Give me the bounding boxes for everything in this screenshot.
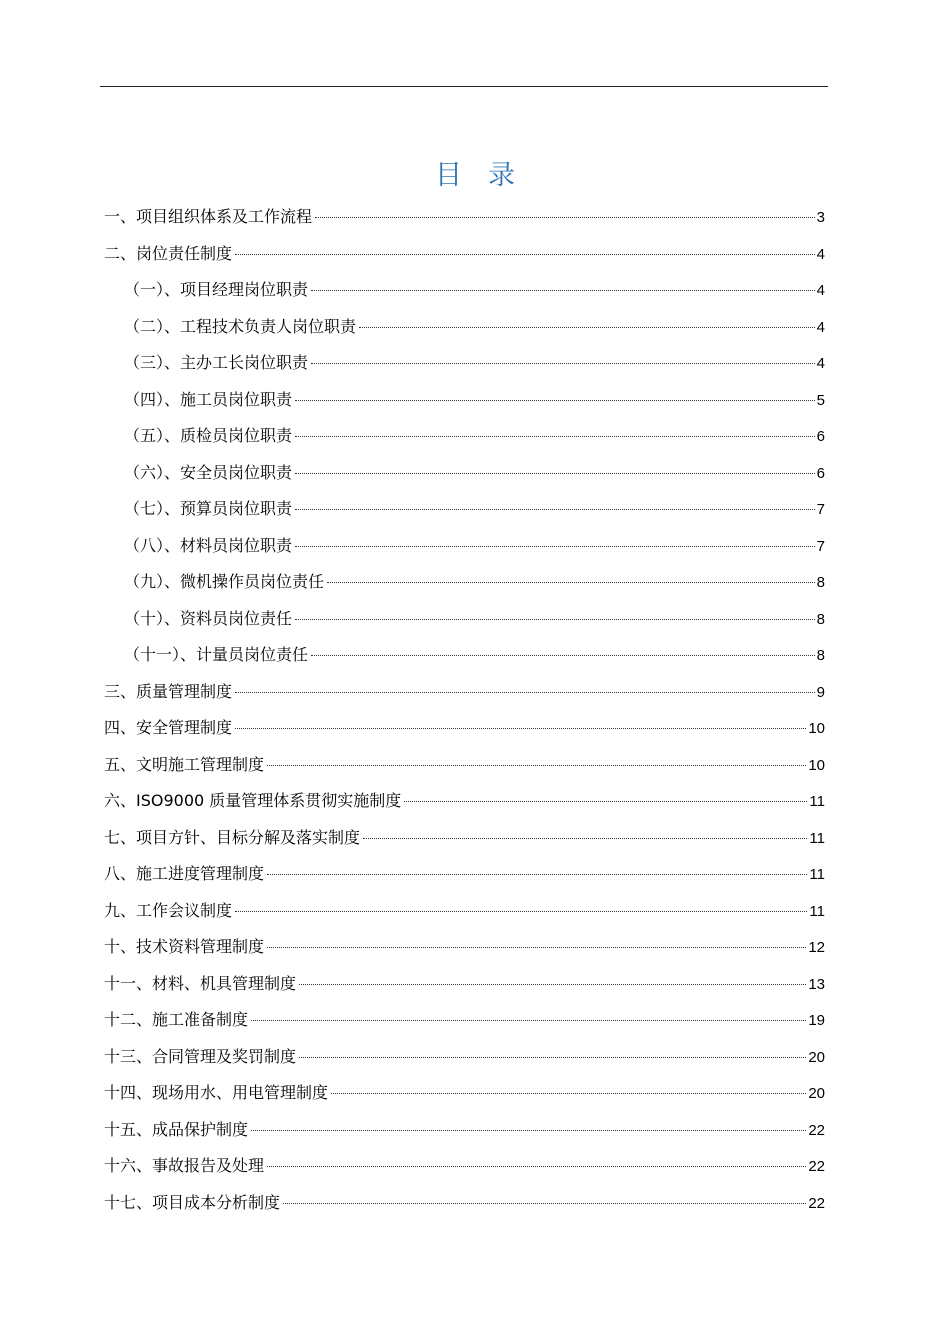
toc-entry[interactable] <box>104 893 825 930</box>
toc-leader-dots <box>331 1093 806 1094</box>
toc-entry-label: （二）、工程技术负责人岗位职责 <box>124 316 357 336</box>
toc-entry[interactable] <box>104 1185 825 1222</box>
toc-entry-label: 十四、现场用水、用电管理制度 <box>104 1083 329 1102</box>
toc-entry-label: （九）、微机操作员岗位责任 <box>124 572 325 591</box>
toc-entry[interactable] <box>104 856 825 893</box>
toc-entry-label: 十五、成品保护制度 <box>104 1119 249 1139</box>
toc-leader-dots <box>295 546 815 547</box>
toc-entry-page-number: 11 <box>809 793 825 810</box>
toc-entry[interactable] <box>104 783 825 820</box>
toc-entry-page-number: 20 <box>808 1048 825 1066</box>
toc-leader-dots <box>251 1130 806 1131</box>
toc-entry-page-number: 11 <box>809 866 825 883</box>
toc-leader-dots <box>235 692 815 693</box>
toc-entry-label: 一、项目组织体系及工作流程 <box>104 207 313 226</box>
toc-entry-label: 十六、事故报告及处理 <box>104 1156 265 1175</box>
toc-entry-label: 四、安全管理制度 <box>104 718 233 737</box>
toc-entry[interactable] <box>104 418 825 455</box>
toc-leader-dots <box>283 1203 806 1204</box>
toc-entry-page-number: 8 <box>816 574 825 591</box>
toc-leader-dots <box>235 254 815 255</box>
toc-leader-dots <box>295 619 815 620</box>
toc-entry-page-number: 22 <box>808 1158 825 1175</box>
toc-entry-label: 十三、合同管理及奖罚制度 <box>104 1046 297 1066</box>
toc-leader-dots <box>251 1020 806 1021</box>
toc-entry-page-number: 9 <box>816 683 825 701</box>
toc-entry[interactable] <box>104 236 825 273</box>
toc-entry[interactable] <box>104 1148 825 1185</box>
toc-entry-page-number: 8 <box>816 610 825 628</box>
toc-leader-dots <box>315 217 815 218</box>
toc-entry[interactable] <box>104 637 825 674</box>
toc-leader-dots <box>235 728 806 729</box>
toc-leader-dots <box>363 838 807 839</box>
toc-entry[interactable] <box>104 345 825 382</box>
header-rule <box>100 86 828 87</box>
toc-entry[interactable] <box>104 747 825 784</box>
toc-entry-label: 五、文明施工管理制度 <box>104 754 265 774</box>
toc-entry[interactable] <box>104 564 825 601</box>
toc-entry-page-number: 6 <box>816 428 825 445</box>
toc-entry-label: 八、施工进度管理制度 <box>104 864 265 883</box>
toc-leader-dots <box>299 1057 806 1058</box>
toc-entry-page-number: 5 <box>816 391 825 409</box>
toc-entry-page-number: 4 <box>816 355 825 372</box>
toc-leader-dots <box>359 327 815 328</box>
toc-entry-label: （十一）、计量员岗位责任 <box>124 645 309 664</box>
toc-entry-page-number: 7 <box>816 501 825 518</box>
toc-entry[interactable] <box>104 820 825 857</box>
toc-entry-page-number: 20 <box>808 1085 825 1102</box>
toc-entry-label: （一）、项目经理岗位职责 <box>124 280 309 299</box>
toc-entry-label: （七）、预算员岗位职责 <box>124 499 293 518</box>
toc-leader-dots <box>295 436 815 437</box>
toc-leader-dots <box>267 947 806 948</box>
toc-title: 目录 <box>435 160 541 191</box>
toc-entry[interactable] <box>104 710 825 747</box>
toc-leader-dots <box>404 801 807 802</box>
toc-leader-dots <box>295 473 815 474</box>
toc-entry-label: （三）、主办工长岗位职责 <box>124 353 309 372</box>
toc-leader-dots <box>327 582 815 583</box>
toc-entry-page-number: 4 <box>816 245 825 263</box>
toc-entry-label: （十）、资料员岗位责任 <box>124 608 293 628</box>
toc-entry[interactable] <box>104 309 825 346</box>
toc-leader-dots <box>299 984 806 985</box>
toc-entry[interactable] <box>104 1075 825 1112</box>
toc-entry[interactable] <box>104 528 825 565</box>
toc-leader-dots <box>311 290 815 291</box>
toc-entry-page-number: 11 <box>809 902 825 920</box>
toc-entry-label: （八）、材料员岗位职责 <box>124 535 293 555</box>
toc-entry-label: 二、岗位责任制度 <box>104 243 233 263</box>
toc-entry-label: （五）、质检员岗位职责 <box>124 426 293 445</box>
toc-entry-page-number: 19 <box>808 1012 825 1029</box>
toc-entry[interactable] <box>104 1002 825 1039</box>
toc-entry-page-number: 12 <box>808 939 825 956</box>
toc-entry-label: 七、项目方针、目标分解及落实制度 <box>104 827 361 847</box>
toc-leader-dots <box>267 1166 806 1167</box>
toc-entry-page-number: 11 <box>809 829 825 847</box>
toc-leader-dots <box>311 363 815 364</box>
toc-entry-page-number: 10 <box>808 756 825 774</box>
toc-entry-page-number: 8 <box>816 647 825 664</box>
toc-entry[interactable] <box>104 674 825 711</box>
toc-entry-label: 十、技术资料管理制度 <box>104 937 265 956</box>
toc-entry-label: 十一、材料、机具管理制度 <box>104 973 297 993</box>
toc-entry-page-number: 22 <box>808 1194 825 1212</box>
toc-entry[interactable] <box>104 929 825 966</box>
toc-entry[interactable] <box>104 491 825 528</box>
toc-entry-page-number: 3 <box>816 209 825 226</box>
toc-leader-dots <box>311 655 815 656</box>
toc-entry[interactable] <box>104 966 825 1003</box>
toc-entry[interactable] <box>104 199 825 236</box>
toc-entry-page-number: 22 <box>808 1121 825 1139</box>
toc-entry[interactable] <box>104 382 825 419</box>
toc-entry[interactable] <box>104 1112 825 1149</box>
toc-entry-page-number: 6 <box>816 464 825 482</box>
toc-entry-label: 十七、项目成本分析制度 <box>104 1192 281 1212</box>
toc-leader-dots <box>295 509 815 510</box>
toc-entry-page-number: 4 <box>816 318 825 336</box>
toc-entry[interactable] <box>104 455 825 492</box>
toc-entry[interactable] <box>104 1039 825 1076</box>
toc-entry-page-number: 13 <box>808 975 825 993</box>
toc-entry[interactable] <box>104 601 825 638</box>
toc-leader-dots <box>267 874 807 875</box>
toc-leader-dots <box>295 400 815 401</box>
toc-entry-label: （六）、安全员岗位职责 <box>124 462 293 482</box>
toc-entry-page-number: 10 <box>808 720 825 737</box>
toc-leader-dots <box>267 765 806 766</box>
toc-entry[interactable] <box>104 272 825 309</box>
toc-entry-label: 三、质量管理制度 <box>104 681 233 701</box>
toc-entry-label: 九、工作会议制度 <box>104 900 233 920</box>
toc-entry-label: 六、ISO9000 质量管理体系贯彻实施制度 <box>104 791 402 810</box>
toc-leader-dots <box>235 911 807 912</box>
toc-entry-page-number: 4 <box>816 282 825 299</box>
toc-list <box>104 199 825 1221</box>
toc-entry-label: 十二、施工准备制度 <box>104 1010 249 1029</box>
toc-entry-page-number: 7 <box>816 537 825 555</box>
toc-entry-label: （四）、施工员岗位职责 <box>124 389 293 409</box>
